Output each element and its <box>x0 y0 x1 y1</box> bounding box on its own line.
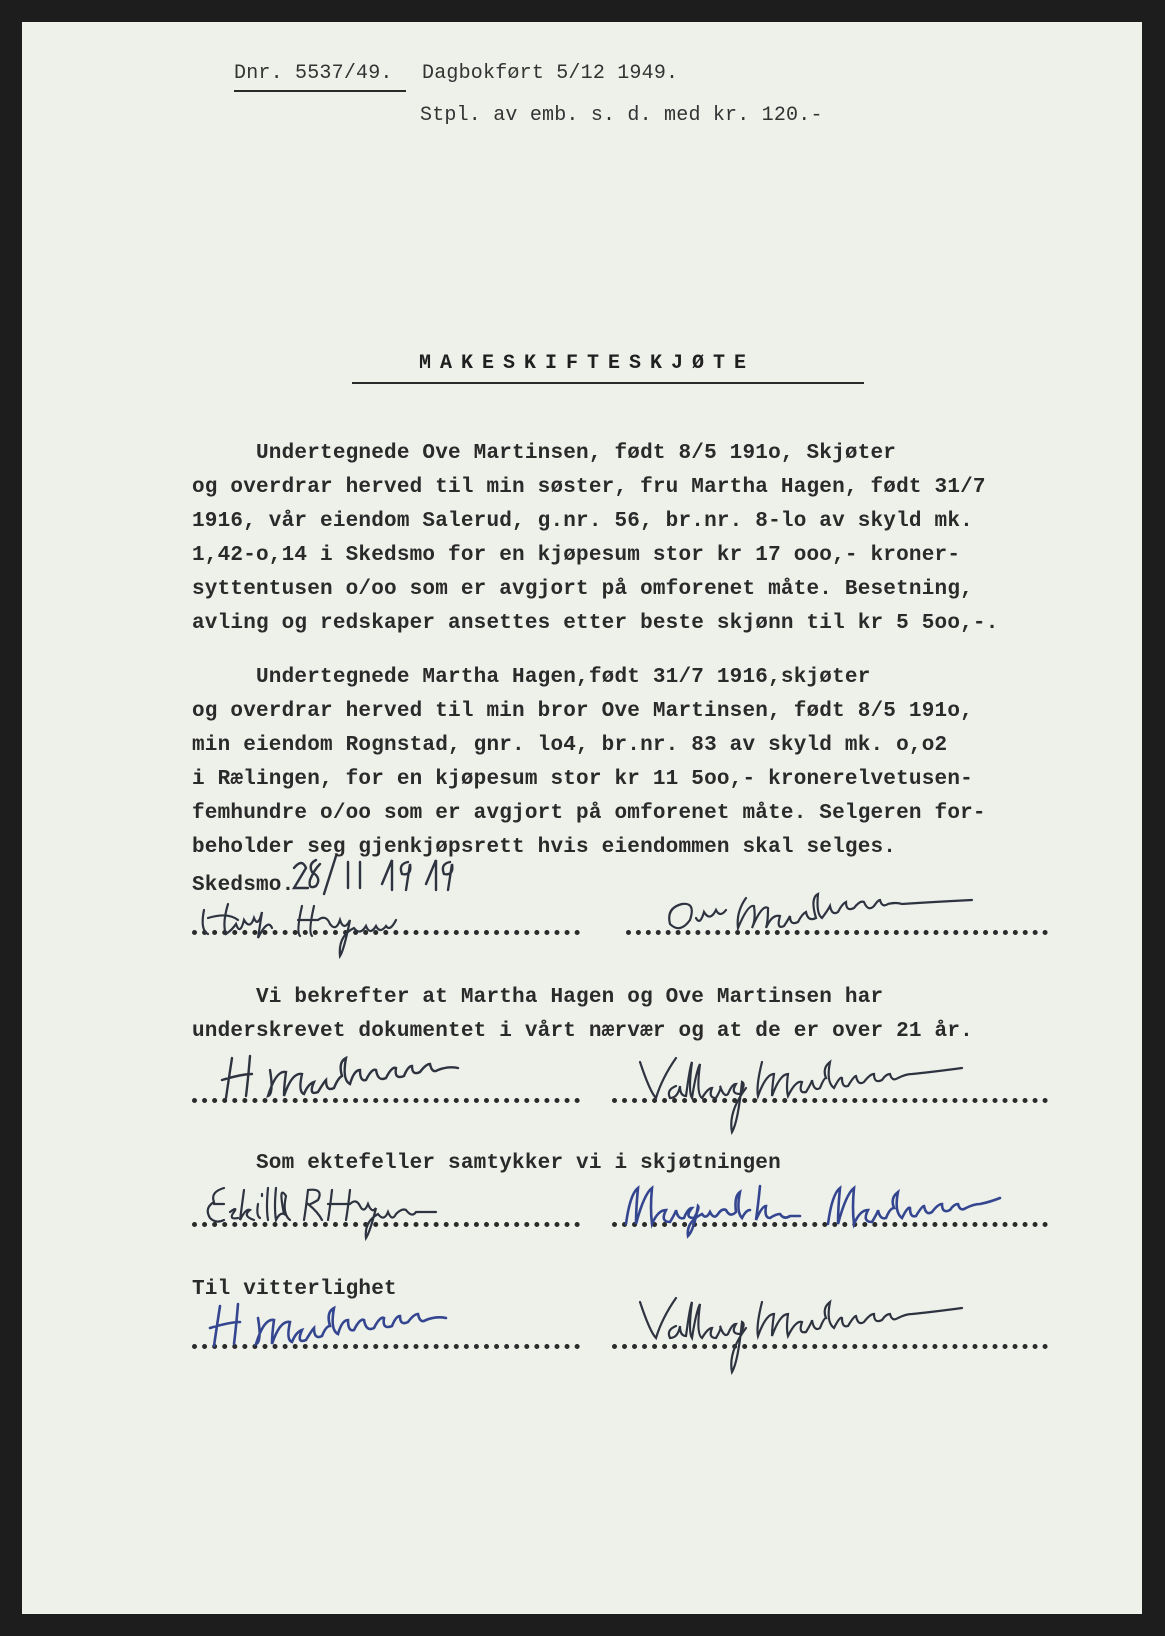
journal-number-underline <box>234 90 406 92</box>
text-line: avling og redskaper ansettes etter beste skjønn til kr 5 5oo,-. <box>192 612 999 635</box>
text-line: og overdrar herved til min søster, fru Martha Hagen, født 31/7 <box>192 476 986 499</box>
signature-valborg-martinsen-2 <box>634 1292 1014 1387</box>
handwritten-date <box>290 854 480 899</box>
place-label: Skedsmo. <box>192 874 295 897</box>
text-line: Undertegnede Ove Martinsen, født 8/5 191o, Skjøter <box>192 442 897 465</box>
spouses-consent-text: Som ektefeller samtykker vi i skjøtningen <box>192 1152 781 1175</box>
signature-valborg-martinsen-1 <box>634 1052 1014 1147</box>
journal-date: Dagbokført 5/12 1949. <box>422 62 679 85</box>
signature-ove-martinsen <box>662 892 992 957</box>
signature-h-martinsen-1 <box>218 1050 568 1115</box>
text-line: 1,42-o,14 i Skedsmo for en kjøpesum stor kr 17 ooo,- kroner- <box>192 544 961 567</box>
text-line: Undertegnede Martha Hagen,født 31/7 1916,skjøter <box>192 666 871 689</box>
text-line: i Rælingen, for en kjøpesum stor kr 11 5oo,- kronerelvetusen- <box>192 768 973 791</box>
text-line: og overdrar herved til min bror Ove Martinsen, født 8/5 191o, <box>192 700 973 723</box>
signature-h-martinsen-2 <box>206 1298 566 1363</box>
signature-eskild-r-hagen <box>208 1182 488 1237</box>
text-line: femhundre o/oo som er avgjort på omforenet måte. Selgeren for- <box>192 802 986 825</box>
confirmation-line: Vi bekrefter at Martha Hagen og Ove Martinsen har <box>192 986 884 1009</box>
text-line: syttentusen o/oo som er avgjort på omforenet måte. Besetning, <box>192 578 973 601</box>
signature-margrethe-martinsen <box>618 1180 1088 1245</box>
confirmation-line: underskrevet dokumentet i vårt nærvær og at de er over 21 år. <box>192 1020 973 1043</box>
text-line: beholder seg gjenkjøpsrett hvis eiendommen skal selges. <box>192 836 897 859</box>
text-line: 1916, vår eiendom Salerud, g.nr. 56, br.nr. 8-lo av skyld mk. <box>192 510 973 533</box>
stamp-fee-note: Stpl. av emb. s. d. med kr. 120.- <box>420 104 823 127</box>
signature-martha-hagen <box>198 896 488 971</box>
text-line: min eiendom Rognstad, gnr. lo4, br.nr. 83 av skyld mk. o,o2 <box>192 734 948 757</box>
journal-number: Dnr. 5537/49. <box>234 62 393 85</box>
title-rule <box>352 382 864 384</box>
document-title: MAKESKIFTESKJØTE <box>418 352 756 375</box>
vitterlighet-heading: Til vitterlighet <box>192 1278 397 1301</box>
document-page <box>22 22 1142 1614</box>
